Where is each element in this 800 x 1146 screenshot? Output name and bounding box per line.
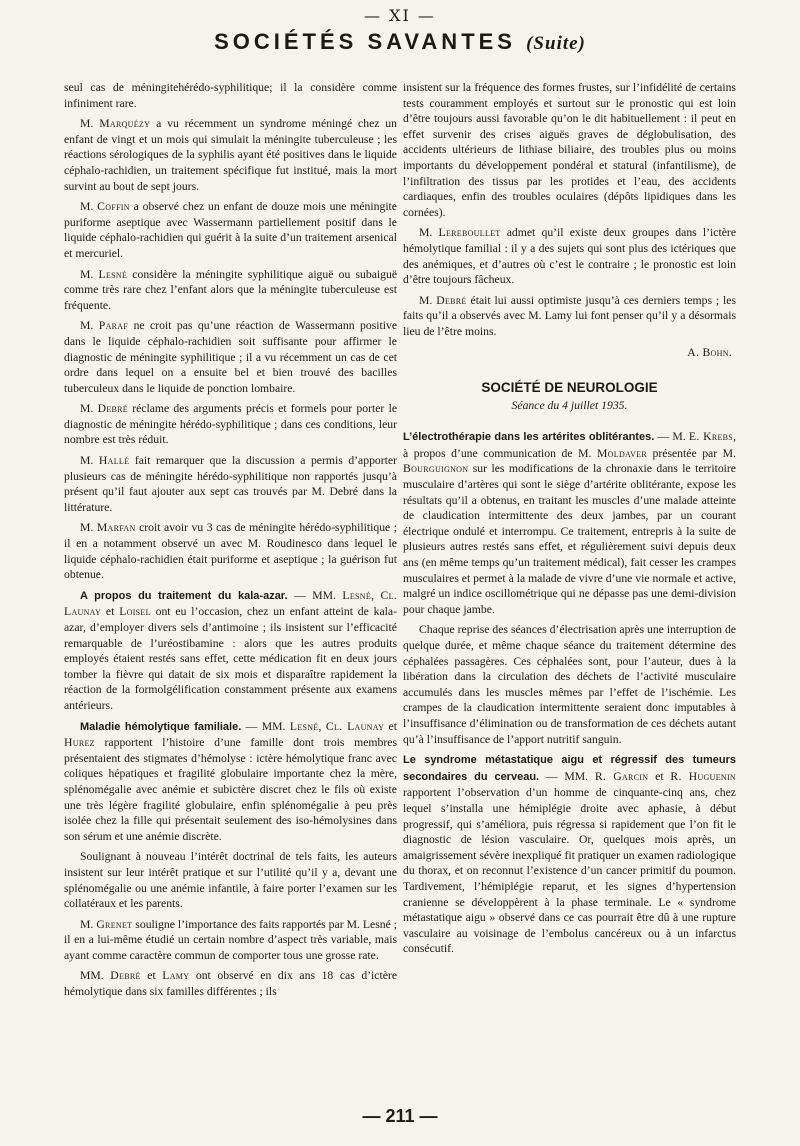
author-name: R. Garcin: [594, 769, 649, 783]
separator: et: [648, 769, 671, 783]
paragraph: [64, 719, 397, 845]
title-abbrev: M.: [80, 117, 94, 131]
author-name: Debré: [97, 402, 128, 416]
article-heading: L’électrothérapie dans les artérites oblitérantes.: [403, 431, 655, 444]
author-name: Lereboullet: [438, 226, 501, 240]
paragraph-text: ne croit pas qu’une réaction de Wassermann positive dans le liquide céphalo-rachidien soit suffisante pour affirmer le diagnostic de méningite syphilitique ; il a vu récemment un cas de cet ordre dans lequel on a ensuite bel et bien trouvé des bacilles tuberculeux dans le liquide de ponction lombaire.: [64, 319, 398, 395]
paragraph: Chaque reprise des séances d’électrisation après une interruption de quelque durée, et même chaque séance du traitement détermine des céphalées passagères. Ces céphalées sont, pour l’auteur, dues à la libération dans la circulation des déchets de l’activité musculaire accumulés dans les muscles mêmes par l’effet de l’ischémie. Les crampes de la claudication intermittente seraient donc imputables à l’insuffisance d’élimination ou de transformation de ces déchets autant qu’à l’insuffisance de l’apport nutritif sanguin.: [403, 623, 736, 746]
author-name: Marfan: [96, 521, 136, 535]
title-abbrev: M.: [80, 521, 94, 535]
paragraph: [64, 401, 397, 448]
author-name: Bourguignon: [403, 462, 469, 476]
society-title: SOCIÉTÉ DE NEUROLOGIE: [481, 380, 658, 396]
paragraph-text: ont observé en dix ans 18 cas d’ictère hémolytique dans six familles différentes ; ils: [64, 969, 398, 999]
author-name: Grenet: [96, 917, 133, 931]
paragraph: [64, 318, 397, 396]
article-heading: Le syndrome métastatique aigu et régressif des tumeurs secondaires du cerveau.: [403, 754, 736, 783]
author-name: Cl. Launay: [64, 588, 397, 619]
separator: ,: [371, 588, 381, 602]
title-abbrev: M.: [80, 402, 94, 416]
paragraph-text: rapportent l’observation d’un homme de cinquante-cinq ans, chez lequel s’installa une hémiplégie droite avec aphasie, à début progressif, qui s’améliora, puis régressa si rapidement que l’on fit le diagnostic de lésion vasculaire. Or, quelques mois après, un amaigrissement sévère inexpliqué fit pratiquer un examen radiologique du thorax, et on reconnut l’existence d’un cancer primitif du poumon. Tardivement, l’hémiplégie reparut, et les signes d’hypertension cranienne se développèrent à la phase terminale. Le « syndrome métastatique aigu » observé dans ce cas pourrait être dû à une rupture vasculaire au voisinage de l’embolus cancéreux ou à un infarctus consécutif.: [403, 786, 736, 956]
author-name: Moldaver: [596, 446, 647, 460]
paragraph: [64, 520, 397, 582]
author-name: Lamy: [162, 969, 190, 983]
paragraph: [403, 752, 736, 957]
title-abbrev: M.: [419, 226, 433, 240]
paragraph: [64, 199, 397, 261]
page-header: [0, 6, 800, 55]
author-name: Paraf: [98, 319, 129, 333]
paragraph: [64, 116, 397, 194]
separator: et: [140, 969, 163, 983]
lead-text: — M.: [654, 430, 689, 444]
title-abbrev: M.: [80, 319, 94, 333]
paragraph: [403, 429, 736, 617]
lead-text: — MM.: [241, 719, 290, 733]
left-column: [64, 80, 397, 1005]
signature: A. Bohn.: [687, 345, 732, 359]
author-name: Debré: [110, 969, 141, 983]
paragraph-text: était lui aussi optimiste jusqu’à ces derniers temps ; les faits qu’il a observés avec M. Lamy lui font penser qu’il y a désormais lieu de l’être moins.: [403, 293, 737, 338]
section-title-text: SOCIÉTÉS SAVANTES: [214, 29, 516, 54]
author-name: Loisel: [119, 605, 151, 619]
connector-text: , à propos d’une communication de M.: [403, 430, 736, 460]
separator: ,: [318, 719, 326, 733]
title-abbrev: M.: [80, 267, 94, 281]
author-name: Lesné: [98, 267, 128, 281]
paragraph: [403, 293, 736, 340]
author-name: Hallé: [98, 454, 130, 468]
paragraph-text: considère la méningite syphilitique aiguë ou subaiguë comme très rare chez l’enfant alors que la méningite tuberculeuse est fréquente.: [64, 267, 398, 312]
right-column: [403, 80, 736, 962]
author-name: Cl. Launay: [325, 719, 385, 733]
page-number: — 211 —: [362, 1106, 438, 1126]
journal-section-title: [0, 29, 800, 55]
author-name: Marquézy: [99, 117, 151, 131]
paragraph: [403, 225, 736, 287]
roman-page-number: — XI —: [364, 6, 436, 25]
paragraph: [64, 917, 397, 964]
title-abbrev: M.: [80, 917, 94, 931]
title-abbrev: MM.: [80, 969, 104, 983]
author-name: Hurez: [64, 736, 95, 750]
paragraph-text: a vu récemment un syndrome méningé chez un enfant de vingt et un mois qui simulait la méningite tuberculeuse ; les réactions sérologiques de la syphilis ayant été positives dans le liquide céphalo-rachidien, un traitement spécifique fut institué, mais la mort survint au bout de sept jours.: [64, 117, 397, 193]
article-heading: A propos du traitement du kala-azar.: [80, 589, 288, 602]
paragraph-text: sur les modifications de la chronaxie dans le territoire musculaire d’artères qui sont le siège d’artérite oblitérante, expose les résultats qu’il a obtenus, en traitant les muscles d’une malade atteinte de claudication intermittente des deux jambes, par un courant électrique ondulé et interrompu. Ce traitement, entrepris à la suite de plusieurs autres restés sans effet, et régulièrement suivi depuis deux ans (en même temps qu’un traitement médical), fait cesser les crampes musculaires et permet à la malade de vivre d’une vie normale et active, malgré un indice oscillométrique qui ne dépasse pas une demi-division pour chaque jambe.: [403, 462, 736, 616]
title-abbrev: M.: [419, 293, 433, 307]
paragraph-text: croit avoir vu 3 cas de méningite hérédo-syphilitique ; il en a notamment observé un avec M. Roudinesco dans lequel le liquide céphalo-rachidien était puriforme et aseptique ; la guérison fut obtenue.: [64, 521, 397, 582]
paragraph: insistent sur la fréquence des formes frustes, sur l’infidélité de certains tests couramment employés et surtout sur le pronostic qui est loin d’être toujours aussi favorable qu’on le dit habituellement : il peut en effet survenir des crises aiguës graves de déglobulisation, des accidents ultérieurs de lithiase biliaire, des troubles plus ou moins importants du développement pondéral et statural (infantilisme), de l’infiltration des tissus par les protides et l’eau, des accidents cardiaques, enfin des troubles oculaires (dépôts lipidiques dans les cornées).: [403, 81, 736, 219]
connector-text: présentée par M.: [646, 446, 736, 460]
paragraph-text: réclame des arguments précis et formels pour porter le diagnostic de méningite hérédo-syphilitique ; dans ces conditions, leur nombre est très réduit.: [64, 402, 398, 447]
author-name: R. Huguenin: [670, 769, 737, 783]
section-title-suite: (Suite): [526, 33, 586, 54]
paragraph: [64, 968, 397, 999]
session-date: Séance du 4 juillet 1935.: [511, 398, 628, 412]
lead-text: — MM.: [287, 588, 343, 602]
author-name: Lesné: [289, 719, 319, 733]
separator: et: [101, 605, 120, 619]
author-name: Lesné: [342, 588, 372, 602]
article-heading: Maladie hémolytique familiale.: [80, 720, 242, 733]
title-abbrev: M.: [80, 200, 94, 214]
paragraph-text: a observé chez un enfant de douze mois une méningite puriforme aseptique avec Wassermann partiellement positif dans le liquide céphalo-rachidien qui guérit à la suite d’un traitement arsenical et mercuriel.: [64, 200, 397, 260]
paragraph-text: souligne l’importance des faits rapportés par M. Lesné ; il en a lui-même étudié un certain nombre d’aspect très variable, mais ayant comme caractère commun de comporter tous une grosse rate.: [64, 917, 397, 962]
author-name: Coffin: [97, 200, 130, 214]
paragraph-text: ont eu l’occasion, chez un enfant atteint de kala-azar, d’employer divers sels d’antimoine ; ils insistent sur l’efficacité remarquable de l’uréostibamine : alors que les autres produits employés étaient restés sans effet, cette médication fit en deux jours tomber la fièvre qui datait de six mois et disparaître rapidement la réaction de la formolgélification constamment présente aux examens antérieurs.: [64, 605, 398, 712]
paragraph: [64, 588, 397, 714]
paragraph-text: fait remarquer que la discussion a permis d’apporter plusieurs cas de méningite hérédo-syphilitique non rapportés jusqu’à présent qu’il faut ajouter aux sept cas trouvés par M. Debré dans la littérature.: [64, 454, 397, 514]
paragraph-text: rapportent l’histoire d’une famille dont trois membres présentaient des stigmates d’hémolyse : ictère hémolytique franc avec coliques hépatiques et fragilité globulaire importante chez la mère, splénomégalie avec anémie et subictère discret chez le fils où existe une très légère fragilité globulaire, enfin splénomégalie à peu près isolée chez la fille qui présentait seulement des iso-hémolysines dans son sérum et une anémie discrète.: [64, 736, 397, 843]
title-abbrev: M.: [80, 454, 94, 468]
author-name: E. Krebs: [688, 430, 734, 444]
author-name: Debré: [436, 293, 467, 307]
paragraph: [64, 267, 397, 314]
separator: et: [384, 719, 397, 733]
paragraph-text: admet qu’il existe deux groupes dans l’ictère hémolytique familial : il y a des sujets qui sont plus des ictériques que des anémiques, et d’autres où c’est le contraire ; le pronostic est loin d’être toujours fâcheux.: [403, 226, 737, 287]
lead-text: — MM.: [539, 769, 595, 783]
paragraph: [64, 453, 397, 515]
paragraph: Soulignant à nouveau l’intérêt doctrinal de tels faits, les auteurs insistent sur leur intérêt pratique et sur l’utilité qu’il y a, devant une splénomégalie ou une anémie infantile, à faire porter l’examen sur les collatéraux et les parents.: [64, 850, 397, 911]
paragraph: seul cas de méningitehérédo-syphilitique; il la considère comme infiniment rare.: [64, 81, 397, 110]
